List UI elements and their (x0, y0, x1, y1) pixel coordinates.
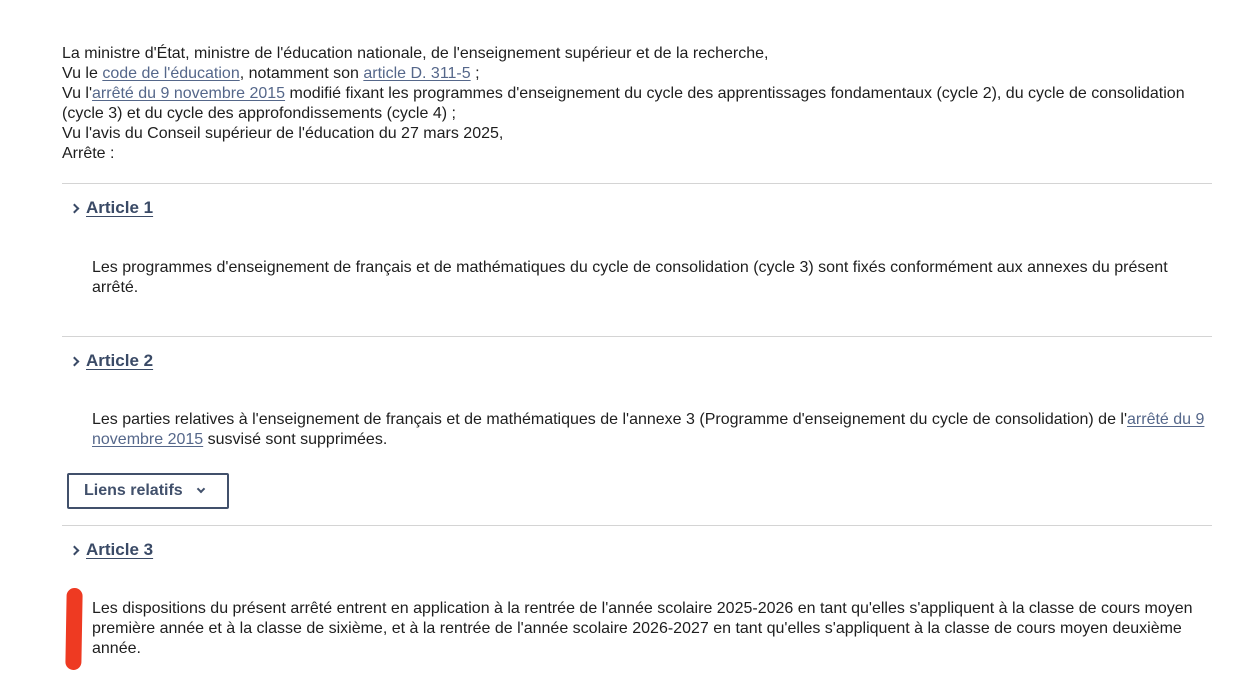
article-2-body: Les parties relatives à l'enseignement de français et de mathématiques de l'annexe 3 (Programme d'enseignement du cycle de consolidation) de l'arrêté du 9 novembre 2015 susvisé sont supprimées. (92, 411, 1205, 448)
preamble-line-code: Vu le code de l'éducation, notamment son article D. 311-5 ; (62, 65, 480, 82)
article-2-title[interactable]: Article 2 (86, 351, 154, 370)
code-education-link[interactable]: code de l'éducation (102, 65, 240, 82)
related-links-label: Liens relatifs (84, 482, 183, 499)
arrete-2015-link[interactable]: arrêté du 9 novembre 2015 (92, 85, 286, 102)
preamble-line-avis: Vu l'avis du Conseil supérieur de l'éducation du 27 mars 2025, (62, 125, 504, 142)
article-3-header[interactable] (70, 540, 153, 560)
article-1-header[interactable] (70, 198, 153, 218)
chevron-right-icon (70, 543, 80, 557)
article-d311-5-link[interactable]: article D. 311-5 (363, 65, 471, 82)
chevron-right-icon (70, 354, 80, 368)
highlight-marker (65, 588, 82, 670)
divider (62, 336, 1212, 337)
divider (62, 183, 1212, 184)
related-links-button[interactable] (67, 473, 229, 509)
chevron-right-icon (70, 201, 80, 215)
divider (62, 525, 1212, 526)
preamble-line-arrete: Vu l'arrêté du 9 novembre 2015 modifié fixant les programmes d'enseignement du cycle des apprentissages fondamentaux (cycle 2), du cycle de consolidation (cycle 3) et du cycle des approfondissements (cycle 4) ; (62, 85, 1185, 122)
article-3-body: Les dispositions du présent arrêté entrent en application à la rentrée de l'année scolaire 2025-2026 en tant qu'elles s'appliquent à la classe de cours moyen première année et à la classe de sixième, et à la rentrée de l'année scolaire 2026-2027 en tant qu'elles s'appliquent à la classe de cours moyen deuxième année. (92, 600, 1193, 657)
preamble (62, 44, 1212, 164)
article-3-title[interactable]: Article 3 (86, 540, 154, 559)
arrete-2015-link[interactable]: arrêté du 9 novembre 2015 (92, 411, 1205, 448)
article-2-header[interactable] (70, 351, 153, 371)
article-1-body: Les programmes d'enseignement de français et de mathématiques du cycle de consolidation (cycle 3) sont fixés conformément aux annexes du présent arrêté. (92, 259, 1168, 296)
article-1-title[interactable]: Article 1 (86, 198, 154, 217)
chevron-down-icon (195, 485, 207, 497)
preamble-line-arrete-colon: Arrête : (62, 145, 115, 162)
preamble-line-minister: La ministre d'État, ministre de l'éducation nationale, de l'enseignement supérieur et de la recherche, (62, 45, 769, 62)
